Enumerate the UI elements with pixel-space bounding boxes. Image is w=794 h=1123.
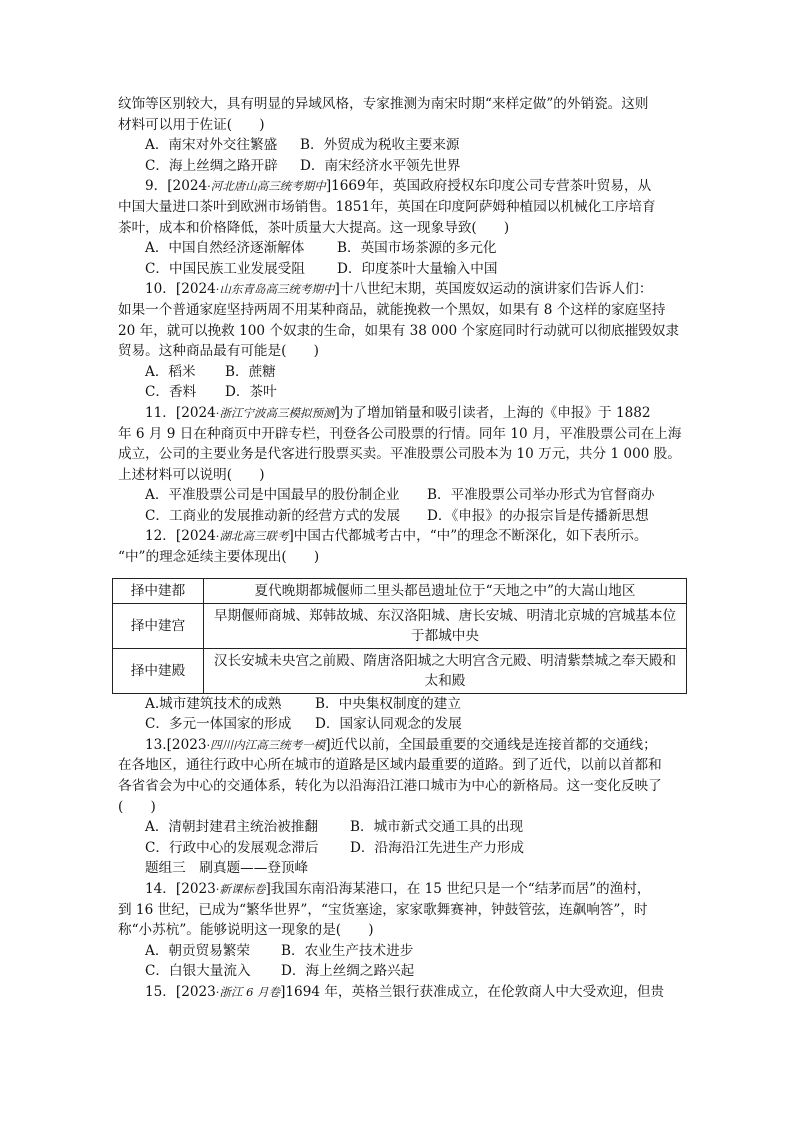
q10-stem: 10．[2024·山东青岛高三统考期中]十八世纪末期，英国废奴运动的演讲家们告诉人们： xyxy=(145,281,653,298)
option-d: D．海上丝绸之路兴起 xyxy=(281,963,415,980)
q9-options xyxy=(118,259,678,280)
q14-source: ·新课标卷 xyxy=(215,882,266,896)
option-b: B．外贸成为税收主要来源 xyxy=(300,137,460,154)
q14-stem: 到 16 世纪，已成为“繁华世界”，“宝货塞途，家家歌舞赛神，钟鼓管弦，连飙响答”，时 xyxy=(118,901,648,918)
q13-stem: 在各地区，通往行政中心所在城市的道路是区域内最重要的道路。到了近代，以前以首都和 xyxy=(118,757,662,774)
q9-stem: 9．[2024·河北唐山高三统考期中]1669年，英国政府授权东印度公司专营茶叶贸易，从 xyxy=(145,178,652,195)
option-a: A．朝贡贸易繁荣 xyxy=(145,942,250,959)
q15-source: ·浙江 6 月卷 xyxy=(215,984,281,999)
q8-options xyxy=(118,156,678,177)
q13-stem: 各省省会为中心的交通体系，转化为以沿海沿江港口城市为中心的新格局。这一变化反映了 xyxy=(118,778,662,795)
q12-source: ·湖北高三联考 xyxy=(215,529,289,544)
option-a: A.城市建筑技术的成熟 xyxy=(145,695,282,712)
option-c: C．行政中心的发展观念滞后 xyxy=(145,839,319,856)
q13-options xyxy=(118,838,678,859)
table-row-header: 择中建宫 xyxy=(113,603,204,648)
q13-stem: 13.[2023·四川内江高三统考一模]近代以前，全国最重要的交通线是连接首都的交通线； xyxy=(145,736,657,753)
q15-stem: 15．[2023·浙江 6 月卷]1694 年，英格兰银行获准成立，在伦敦商人中大受欢迎，但贵 xyxy=(145,983,665,1000)
q8-options xyxy=(118,135,678,156)
q9-stem: 中国大量进口茶叶到欧洲市场销售。1851年，英国在印度阿萨姆种植园以机械化工序培育 xyxy=(118,198,656,215)
q9-source: ·河北唐山高三统考期中 xyxy=(207,179,326,194)
q14-stem: 14．[2023·新课标卷]我国东南沿海某港口，在 15 世纪只是一个“结茅而居”的渔村， xyxy=(145,881,651,897)
table-cell: 早期偃师商城、郑韩故城、东汉洛阳城、唐长安城、明清北京城的宫城基本位 于都城中央 xyxy=(204,603,687,648)
q10-stem: 20 年，就可以挽救 100 个奴隶的生命，如果有 38 000 个家庭同时行动就可以彻底摧毁奴隶 xyxy=(118,322,680,339)
q14-options xyxy=(118,961,678,982)
option-b: B．蔗糖 xyxy=(225,363,276,380)
q12-options xyxy=(118,714,678,735)
option-a: A．清朝封建君主统治被推翻 xyxy=(145,819,318,836)
option-d: D．《申报》的办报宗旨是传播新思想 xyxy=(427,507,649,524)
option-c: C．工商业的发展推动新的经营方式的发展 xyxy=(145,507,401,524)
option-c: C．中国民族工业发展受阻 xyxy=(145,260,305,277)
q11-options xyxy=(118,506,678,527)
q14-options xyxy=(118,941,678,962)
q11-stem: 上述材料可以说明( ) xyxy=(118,466,265,483)
option-b: B．平准股票公司举办形式为官督商办 xyxy=(427,487,655,504)
table-row-header: 择中建殿 xyxy=(113,648,204,693)
table-row xyxy=(113,648,687,693)
q13-options xyxy=(118,817,678,838)
option-a: A．稻米 xyxy=(145,363,196,380)
q12-stem: 12．[2024·湖北高三联考]中国古代都城考古中，“中”的理念不断深化，如下表所示。 xyxy=(145,528,648,545)
q14-stem: 称“小苏杭”。能够说明这一现象的是( ) xyxy=(118,922,374,939)
option-c: C．海上丝绸之路开辟 xyxy=(145,157,278,174)
table-cell: 汉长安城未央宫之前殿、隋唐洛阳城之大明宫含元殿、明清紫禁城之奉天殿和 太和殿 xyxy=(204,648,687,693)
table-row xyxy=(113,578,687,603)
q12-table xyxy=(112,578,687,694)
q8-text: 材料可以用于佐证( ) xyxy=(118,116,265,133)
option-b: B．中央集权制度的建立 xyxy=(315,695,461,712)
table-row xyxy=(113,603,687,648)
table-cell: 夏代晚期都城偃师二里头都邑遗址位于“天地之中”的大嵩山地区 xyxy=(204,578,687,603)
q10-stem: 贸易。这种商品最有可能是( ) xyxy=(118,343,319,360)
option-b: B．农业生产技术进步 xyxy=(281,942,414,959)
option-d: D．沿海沿江先进生产力形成 xyxy=(350,839,525,856)
q10-source: ·山东青岛高三统考期中 xyxy=(215,282,335,297)
option-d: D．印度茶叶大量输入中国 xyxy=(337,260,498,277)
q12-stem: “中”的理念延续主要体现出( ) xyxy=(118,549,320,566)
q11-options xyxy=(118,485,678,506)
option-d: D．茶叶 xyxy=(225,384,277,401)
document-page xyxy=(118,94,682,1003)
table-row-header: 择中建都 xyxy=(113,578,204,603)
option-b: B．城市新式交通工具的出现 xyxy=(350,819,524,836)
q12-options xyxy=(118,694,678,715)
option-a: A．中国自然经济逐渐解体 xyxy=(145,240,305,257)
option-d: D．国家认同观念的发展 xyxy=(315,716,462,733)
q9-stem: 茶叶，成本和价格降低，茶叶质量大大提高。这一现象导致( ) xyxy=(118,219,510,236)
q8-text: 纹饰等区别较大，具有明显的异域风格，专家推测为南宋时期“来样定做”的外销瓷。这则 xyxy=(118,96,649,112)
option-a: A．南宋对外交往繁盛 xyxy=(145,137,278,154)
q11-stem: 年 6 月 9 日在种商页中开辟专栏，刊登各公司股票的行情。同年 10 月，平准股票公司在上海 xyxy=(118,425,682,442)
q9-options xyxy=(118,238,678,259)
option-c: C．白银大量流入 xyxy=(145,963,251,980)
q10-stem: 如果一个普通家庭坚持两周不用某种商品，就能挽救一个黑奴，如果有 8 个这样的家庭坚持 xyxy=(118,301,666,318)
section-heading: 题组三 刷真题——登顶峰 xyxy=(145,860,309,877)
q13-stem: ( ) xyxy=(118,798,156,815)
q10-options xyxy=(118,382,678,403)
option-c: C．多元一体国家的形成 xyxy=(145,716,292,733)
q11-stem: 成立，公司的主要业务是代客进行股票买卖。平准股票公司股本为 10 万元，共分 1 000 股。 xyxy=(118,446,681,463)
option-c: C．香料 xyxy=(145,384,197,401)
q10-options xyxy=(118,362,678,383)
q11-source: ·浙江宁波高三模拟预测 xyxy=(215,405,335,420)
q11-stem: 11．[2024·浙江宁波高三模拟预测]为了增加销量和吸引读者，上海的《申报》于 1882 xyxy=(145,404,651,421)
option-a: A．平准股票公司是中国最早的股份制企业 xyxy=(145,487,400,504)
option-d: D．南宋经济水平领先世界 xyxy=(300,157,461,174)
option-b: B．英国市场茶源的多元化 xyxy=(337,240,497,257)
q13-source: ·四川内江高三统考一模 xyxy=(206,737,326,752)
